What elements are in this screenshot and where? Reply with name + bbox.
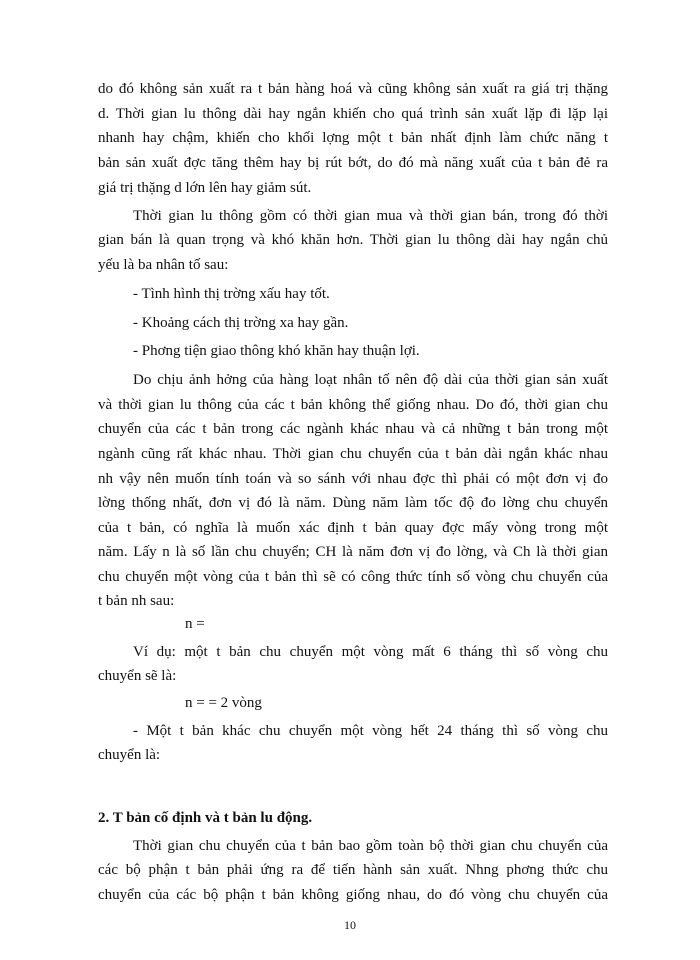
text-line: lờng thống nhất, đơn vị đó là năm. Dùng năm làm tốc độ đo lờng chu chuyển	[98, 495, 608, 511]
text-line: nhanh hay chậm, khiến cho khối lợng một t bản nhất định làm chức năng t	[98, 130, 608, 146]
text-line: ngành cũng rất khác nhau. Thời gian chu chuyển của t bản dài ngắn khác nhau	[98, 446, 608, 462]
text-line: và thời gian lu thông của các t bản không thể giống nhau. Do đó, thời gian chu	[98, 397, 608, 413]
text-line: d. Thời gian lu thông dài hay ngắn khiến cho quá trình sản xuất lặp đi lặp lại	[98, 106, 608, 122]
text-line: chuyển của các bộ phận t bản không giống nhau, do đó vòng chu chuyển của	[98, 887, 608, 903]
section-heading: 2. T bản cố định và t bản lu động.	[98, 810, 313, 826]
bullet-line: - Tình hình thị trờng xấu hay tốt.	[133, 286, 330, 302]
text-line: năm. Lấy n là số lần chu chuyển; CH là năm đơn vị đo lờng, và Ch là thời gian	[98, 544, 608, 560]
text-line: giá trị thặng d lớn lên hay giảm sút.	[98, 180, 312, 196]
text-line: nh vậy nên muốn tính toán và so sánh với nhau đợc thì phải có một đơn vị đo	[98, 471, 608, 487]
text-line: Do chịu ảnh hởng của hàng loạt nhân tố nên độ dài của thời gian sản xuất	[133, 372, 608, 388]
text-line: gian bán là quan trọng và khó khăn hơn. Thời gian lu thông dài hay ngắn chủ	[98, 232, 608, 248]
text-line: Ví dụ: một t bản chu chuyển một vòng mất 6 tháng thì số vòng chu	[133, 644, 608, 660]
formula-line: n = = 2 vòng	[185, 695, 262, 711]
text-line: bản sản xuất đợc tăng thêm hay bị rút bớt, do đó mà năng xuất của t bản đẻ ra	[98, 155, 608, 171]
formula-line: n =	[185, 616, 205, 632]
text-line: - Một t bản khác chu chuyển một vòng hết 24 tháng thì số vòng chu	[133, 723, 608, 739]
bullet-line: - Khoảng cách thị trờng xa hay gần.	[133, 315, 349, 331]
text-line: các bộ phận t bản phải ứng ra để tiến hành sản xuất. Nhng phơng thức chu	[98, 862, 608, 878]
text-line: chuyển sẽ là:	[98, 668, 177, 684]
text-line: của t bản, có nghĩa là muốn xác định t bản quay đợc mấy vòng trong một	[98, 520, 608, 536]
bullet-line: - Phơng tiện giao thông khó khăn hay thuận lợi.	[133, 343, 420, 359]
text-line: chuyển là:	[98, 747, 161, 763]
text-line: chuyển của các t bản trong các ngành khác nhau và cả những t bản trong một	[98, 421, 608, 437]
page-number: 10	[344, 918, 356, 932]
text-line: chu chuyển một vòng của t bản thì sẽ có công thức tính số vòng chu chuyển của	[98, 569, 608, 585]
text-line: Thời gian lu thông gồm có thời gian mua và thời gian bán, trong đó thời	[133, 208, 608, 224]
text-line: do đó không sản xuất ra t bản hàng hoá và cũng không sản xuất ra giá trị thặng	[98, 81, 608, 97]
text-line: t bản nh sau:	[98, 593, 175, 609]
text-line: yếu là ba nhân tố sau:	[98, 257, 229, 273]
text-line: Thời gian chu chuyển của t bản bao gồm toàn bộ thời gian chu chuyển của	[133, 838, 608, 854]
